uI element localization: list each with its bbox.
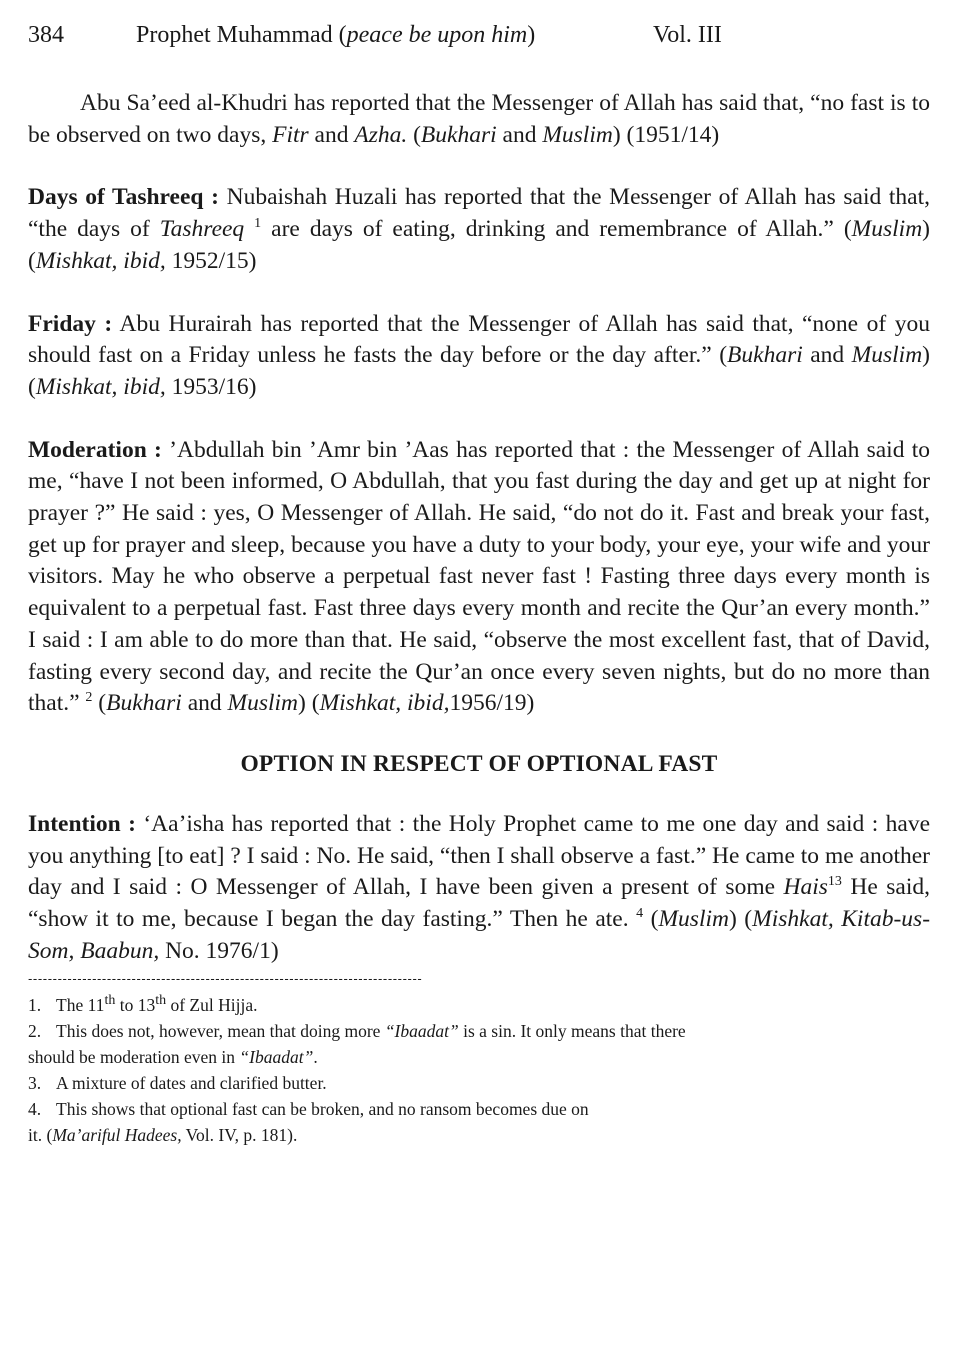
footnote-ref: 2 [85, 690, 93, 706]
footnote-4-continued: it. (Ma’ariful Hadees, Vol. IV, p. 181). [28, 1125, 298, 1146]
footnote-ref: 4 [636, 906, 644, 922]
paragraph-label: Moderation : [28, 436, 162, 463]
footnote-2-continued: should be moderation even in “Ibaadat”. [28, 1047, 318, 1068]
paragraph-friday: Friday : Abu Hurairah has reported that the Messenger of Allah has said that, “none of you should fast on a Friday unless he fasts the day before or the day after.” (Bukhari and Muslim) (Mishkat, ibid, 1953/16) [28, 310, 930, 400]
running-title: Prophet Muhammad (peace be upon him) [136, 22, 536, 48]
paragraph-abu-saeed: Abu Sa’eed al-Khudri has reported that the Messenger of Allah has said that, “no fast is to be observed on two days, Fitr and Azha. (Bukhari and Muslim) (1951/14) [28, 90, 930, 148]
footnote-4: 4. This shows that optional fast can be broken, and no ransom becomes due on [28, 1099, 589, 1120]
paragraph-moderation: Moderation : ’Abdullah bin ’Amr bin ’Aas has reported that : the Messenger of Allah said to me, “have I not been informed, O Abdullah, that you fast during the day and get up at night for prayer ?” He said : yes, O Messenger of Allah. He said, “do not do it. Fast and break your fast, get up for prayer and sleep, because you have a duty to your body, your eye, your wife and your visitors. May he who observe a perpetual fast never fast ! Fasting three days every month is equivalent to a perpetual fast. Fast three days every month and recite the Qur’an every month.” I said : I am able to do more than that. He said, “observe the most excellent fast, that of David, fasting every second day, and recite the Qur’an once every seven nights, but do no more than that.” $^2$ (Bukhari and Muslim) (Mishkat, ibid,1956/19) [28, 436, 930, 717]
book-page [28, 18, 930, 1148]
footnote-ref: 13 [827, 874, 842, 890]
volume-label: Vol. III [653, 22, 722, 48]
page-number: 384 [28, 22, 64, 48]
footnote-ref: 1 [254, 216, 262, 232]
footnote-2: 2. This does not, however, mean that doing more “Ibaadat” is a sin. It only means that there [28, 1021, 686, 1042]
paragraph-days-of-tashreeq: Days of Tashreeq : Nubaishah Huzali has reported that the Messenger of Allah has said that, “the days of Tashreeq $^1$ are days of eating, drinking and remembrance of Allah.” (Muslim) (Mishkat, ibid, 1952/15) [28, 184, 930, 274]
section-heading: OPTION IN RESPECT OF OPTIONAL FAST [240, 750, 718, 777]
paragraph-label: Friday : [28, 310, 113, 337]
paragraph-intention: Intention : ‘Aa’isha has reported that : the Holy Prophet came to me one day and said : have you anything [to eat] ? I said : No. He said, “then I shall observe a fast.” He came to me another day and I said : O Messenger of Allah, I have been given a present of some Hais$^{13}$ He said, “show it to me, because I began the day fasting.” Then he ate. $^4$ (Muslim) (Mishkat, Kitab-us-Som, Baabun, No. 1976/1) [28, 810, 931, 964]
footnote-divider: -------------------------------------------------------------------------------- [28, 971, 423, 987]
page-header [28, 18, 930, 58]
footnote-3: 3. A mixture of dates and clarified butter. [28, 1073, 327, 1094]
footnote-1: 1. The 11th to 13th of Zul Hijja. [28, 993, 258, 1016]
paragraph-label: Days of Tashreeq : [28, 184, 219, 211]
paragraph-label: Intention : [28, 810, 136, 837]
footnotes [28, 992, 930, 1148]
